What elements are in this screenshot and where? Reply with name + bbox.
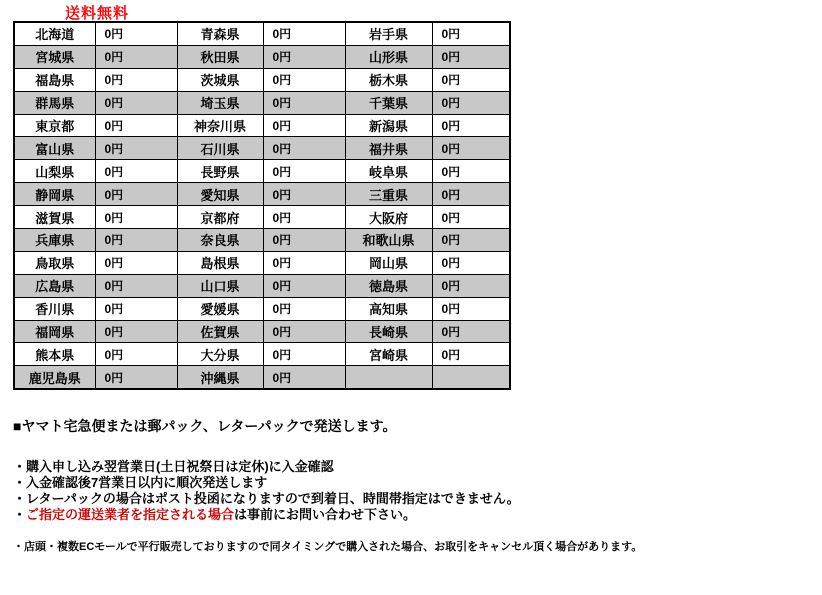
fee-cell: 0円 [263,366,345,389]
prefecture-cell: 長崎県 [345,320,432,343]
fee-cell: 0円 [263,45,345,68]
fee-cell: 0円 [95,68,177,91]
fee-cell: 0円 [95,229,177,252]
fee-cell: 0円 [432,297,510,320]
shipping-note-line [13,491,520,507]
fee-cell: 0円 [263,251,345,274]
prefecture-cell: 神奈川県 [177,114,263,137]
fee-table-row [14,366,510,389]
fee-cell: 0円 [432,91,510,114]
prefecture-cell: 東京都 [14,114,95,137]
fee-cell: 0円 [95,45,177,68]
prefecture-cell: 大阪府 [345,206,432,229]
fee-cell: 0円 [95,22,177,45]
prefecture-cell: 滋賀県 [14,206,95,229]
shipping-note-line [13,475,520,491]
prefecture-cell: 山梨県 [14,160,95,183]
prefecture-cell: 三重県 [345,183,432,206]
prefecture-cell: 島根県 [177,251,263,274]
fee-cell: 0円 [95,366,177,389]
prefecture-cell: 沖縄県 [177,366,263,389]
fee-cell: 0円 [432,22,510,45]
prefecture-cell: 岩手県 [345,22,432,45]
fee-cell [432,366,510,389]
shipping-fee-table [13,21,511,390]
fee-cell: 0円 [432,114,510,137]
fee-cell: 0円 [95,91,177,114]
fee-cell: 0円 [432,343,510,366]
prefecture-cell: 山形県 [345,45,432,68]
prefecture-cell: 栃木県 [345,68,432,91]
fee-cell: 0円 [263,229,345,252]
prefecture-cell: 福島県 [14,68,95,91]
fee-cell: 0円 [95,160,177,183]
fee-cell: 0円 [263,183,345,206]
fee-table-row [14,320,510,343]
prefecture-cell: 山口県 [177,274,263,297]
fee-cell: 0円 [263,22,345,45]
prefecture-cell: 熊本県 [14,343,95,366]
fee-table-row [14,137,510,160]
fee-cell: 0円 [432,251,510,274]
fee-cell: 0円 [432,274,510,297]
prefecture-cell: 広島県 [14,274,95,297]
fee-cell: 0円 [432,320,510,343]
prefecture-cell: 大分県 [177,343,263,366]
fee-cell: 0円 [95,320,177,343]
prefecture-cell: 岡山県 [345,251,432,274]
fee-cell: 0円 [95,251,177,274]
fee-cell: 0円 [263,68,345,91]
prefecture-cell: 千葉県 [345,91,432,114]
prefecture-cell: 秋田県 [177,45,263,68]
note-text: ・入金確認後7営業日以内に順次発送します [13,475,268,490]
prefecture-cell: 茨城県 [177,68,263,91]
prefecture-cell: 福岡県 [14,320,95,343]
fee-cell: 0円 [263,137,345,160]
fee-cell: 0円 [263,160,345,183]
fee-table-row [14,274,510,297]
prefecture-cell: 長野県 [177,160,263,183]
fee-cell: 0円 [95,183,177,206]
prefecture-cell: 兵庫県 [14,229,95,252]
prefecture-cell: 徳島県 [345,274,432,297]
fee-table-row [14,45,510,68]
prefecture-cell: 富山県 [14,137,95,160]
prefecture-cell: 宮城県 [14,45,95,68]
shipping-method-note: ■ヤマト宅急便または郵パック、レターパックで発送します。 [13,418,397,434]
prefecture-cell: 石川県 [177,137,263,160]
fee-table-row [14,160,510,183]
fee-cell: 0円 [95,137,177,160]
prefecture-cell: 青森県 [177,22,263,45]
prefecture-cell: 鳥取県 [14,251,95,274]
fee-cell: 0円 [95,206,177,229]
fee-cell: 0円 [432,229,510,252]
fee-cell: 0円 [432,45,510,68]
fee-cell: 0円 [263,320,345,343]
note-text: は事前にお問い合わせ下さい。 [234,507,417,522]
prefecture-cell: 北海道 [14,22,95,45]
prefecture-cell: 群馬県 [14,91,95,114]
prefecture-cell: 和歌山県 [345,229,432,252]
fee-table-row [14,183,510,206]
prefecture-cell: 愛媛県 [177,297,263,320]
fee-table-row [14,251,510,274]
fee-table-row [14,22,510,45]
prefecture-cell: 高知県 [345,297,432,320]
fee-table-row [14,229,510,252]
note-red-text: ご指定の運送業者を指定される場合 [26,507,235,522]
fee-cell: 0円 [263,114,345,137]
fee-cell: 0円 [263,343,345,366]
fee-cell: 0円 [263,274,345,297]
prefecture-cell: 香川県 [14,297,95,320]
fee-cell: 0円 [95,343,177,366]
prefecture-cell: 鹿児島県 [14,366,95,389]
fee-table-row [14,343,510,366]
prefecture-cell: 愛知県 [177,183,263,206]
fee-table-row [14,206,510,229]
prefecture-cell: 奈良県 [177,229,263,252]
fee-cell: 0円 [95,114,177,137]
prefecture-cell: 福井県 [345,137,432,160]
prefecture-cell: 京都府 [177,206,263,229]
prefecture-cell: 佐賀県 [177,320,263,343]
note-text: ・購入申し込み翌営業日(土日祝祭日は定休)に入金確認 [13,459,334,474]
prefecture-cell: 新潟県 [345,114,432,137]
prefecture-cell: 岐阜県 [345,160,432,183]
prefecture-cell: 静岡県 [14,183,95,206]
fee-cell: 0円 [263,297,345,320]
shipping-note-line [13,507,520,523]
shipping-notes-list [13,459,520,523]
cancel-policy-note: ・店頭・複数ECモールで平行販売しておりますので同タイミングで購入された場合、お取引をキャンセル頂く場合があります。 [13,541,643,553]
fee-cell: 0円 [432,137,510,160]
prefecture-cell: 宮崎県 [345,343,432,366]
fee-cell: 0円 [95,297,177,320]
free-shipping-label: 送料無料 [65,5,130,22]
prefecture-cell [345,366,432,389]
fee-cell: 0円 [263,206,345,229]
prefecture-cell: 埼玉県 [177,91,263,114]
note-text: ・ [13,507,27,522]
note-text: ・レターパックの場合はポスト投函になりますので到着日、時間帯指定はできません。 [13,491,520,506]
fee-table-row [14,114,510,137]
fee-cell: 0円 [95,274,177,297]
fee-table-row [14,91,510,114]
shipping-note-line [13,459,520,475]
fee-table-row [14,68,510,91]
fee-cell: 0円 [432,160,510,183]
fee-cell: 0円 [432,68,510,91]
fee-cell: 0円 [432,183,510,206]
fee-cell: 0円 [432,206,510,229]
fee-cell: 0円 [263,91,345,114]
fee-table-row [14,297,510,320]
